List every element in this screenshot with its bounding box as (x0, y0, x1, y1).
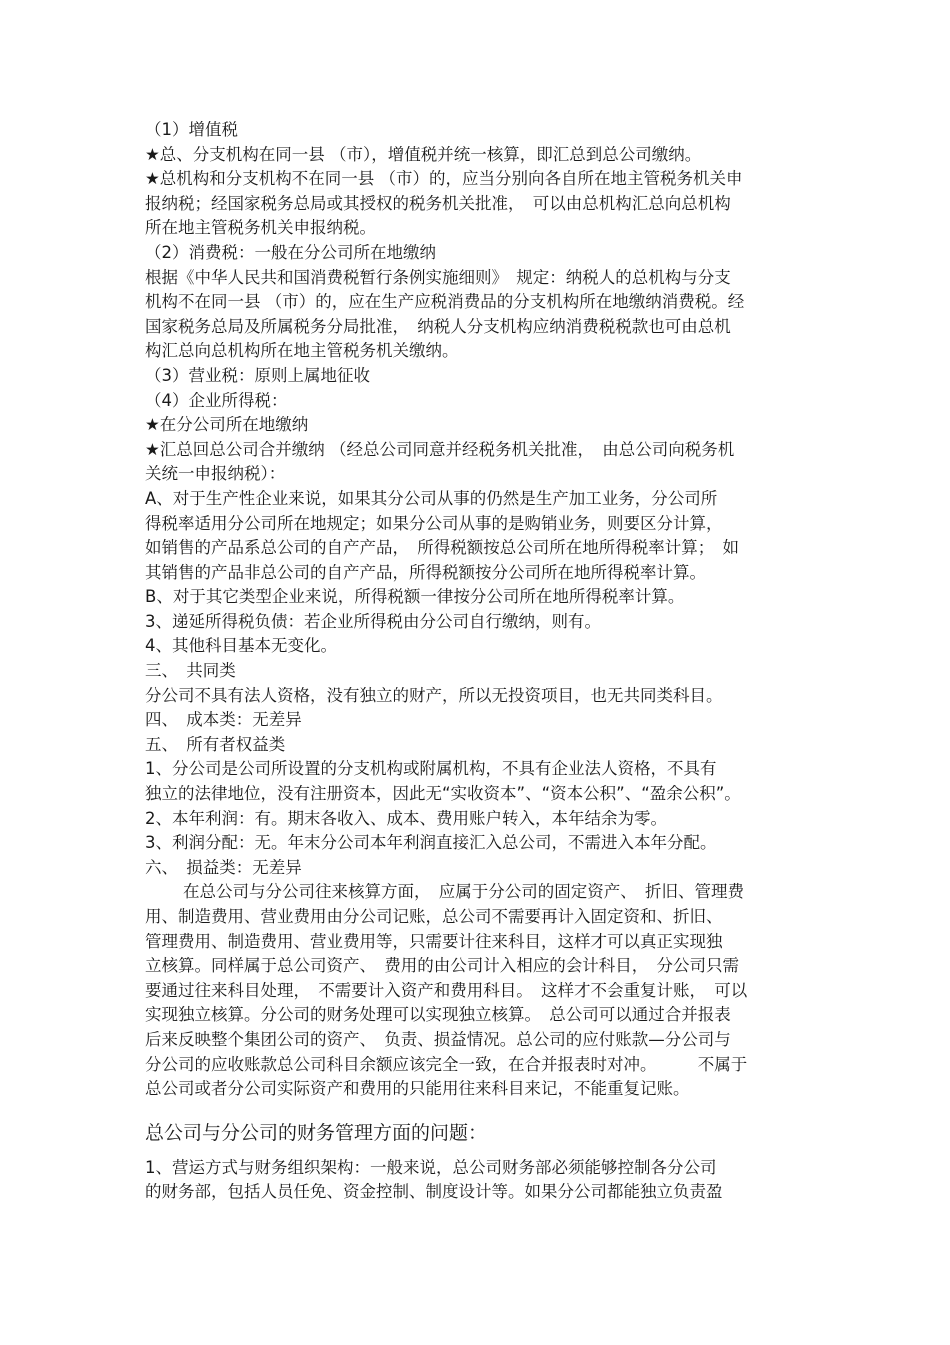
text-line: 所在地主管税务机关申报纳税。 (145, 218, 376, 238)
text-line: （3）营业税：原则上属地征收 (145, 365, 370, 385)
text-line: 独立的法律地位，没有注册资本，因此无“实收资本”、“资本公积”、“盈余公积”。 (145, 784, 741, 804)
text-line: 得税率适用分公司所在地规定；如果分公司从事的是购销业务，则要区分计算， (145, 513, 723, 533)
text-line: 总公司或者分公司实际资产和费用的只能用往来科目来记，不能重复记账。 (145, 1079, 690, 1099)
text-line: ★总、分支机构在同一县 （市），增值税并统一核算，即汇总到总公司缴纳。 (145, 144, 702, 164)
text-line: 构汇总向总机构所在地主管税务机关缴纳。 (145, 341, 459, 361)
text-line: 3、递延所得税负债：若企业所得税由分公司自行缴纳，则有。 (145, 611, 601, 631)
accounting-paragraph (145, 880, 810, 1101)
text-line: ★总机构和分支机构不在同一县 （市）的，应当分别向各自所在地主管税务机关申 (145, 169, 743, 189)
text-line: 国家税务总局及所属税务分局批准， 纳税人分支机构应纳消费税税款也可由总机 (145, 316, 731, 336)
text-line: 关统一申报纳税）： (145, 464, 286, 484)
text-line: 分公司不具有法人资格，没有独立的财产，所以无投资项目，也无共同类科目。 (145, 685, 723, 705)
text-line: 根据《中华人民共和国消费税暂行条例实施细则》 规定：纳税人的总机构与分支 (145, 267, 731, 287)
text-line: （1）增值税 (145, 120, 238, 139)
text-line: 报纳税；经国家税务总局或其授权的税务机关批准， 可以由总机构汇总向总机构 (145, 193, 731, 213)
section-title: 总公司与分公司的财务管理方面的问题： (145, 1121, 488, 1144)
text-line: 2、本年利润：有。期末各收入、成本、费用账户转入，本年结余为零。 (145, 808, 667, 828)
text-line: 后来反映整个集团公司的资产、 负责、损益情况。总公司的应付账款—分公司与 (145, 1029, 731, 1049)
text-line: 3、利润分配：无。年末分公司本年利润直接汇入总公司，不需进入本年分配。 (145, 833, 717, 853)
text-line: ★汇总回总公司合并缴纳 （经总公司同意并经税务机关批准， 由总公司向税务机 (145, 439, 735, 459)
text-line: 用、制造费用、营业费用由分公司记账，总公司不需要再计入固定资和、折旧、 (145, 907, 723, 926)
text-line: 1、营运方式与财务组织架构：一般来说，总公司财务部必须能够控制各分公司 (145, 1157, 717, 1177)
text-line: ★在分公司所在地缴纳 (145, 415, 309, 435)
text-line: 要通过往来科目处理， 不需要计入资产和费用科目。 这样才不会重复计账， 可以 (145, 980, 748, 1000)
section-heading-4: 四、 成本类：无差异 (145, 710, 302, 730)
section-heading-6: 六、 损益类：无差异 (145, 857, 302, 877)
tail-lines (145, 1156, 810, 1205)
text-line: 机构不在同一县 （市）的，应在生产应税消费品的分支机构所在地缴纳消费税。经 (145, 292, 745, 312)
text-line: 的财务部，包括人员任免、资金控制、制度设计等。如果分公司都能独立负责盈 (145, 1182, 723, 1202)
text-line: A、对于生产性企业来说，如果其分公司从事的仍然是生产加工业务，分公司所 (145, 488, 718, 508)
text-line: 管理费用、制造费用、营业费用等，只需要计往来科目，这样才可以真正实现独 (145, 931, 723, 951)
text-line: 其销售的产品非总公司的自产产品，所得税额按分公司所在地所得税率计算。 (145, 562, 706, 582)
text-line: 实现独立核算。分公司的财务处理可以实现独立核算。 总公司可以通过合并报表 (145, 1005, 731, 1025)
text-line: 4、其他科目基本无变化。 (145, 636, 337, 656)
text-line: 立核算。同样属于总公司资产、 费用的由公司计入相应的会计科目， 分公司只需 (145, 956, 739, 976)
text-line: （4）企业所得税： (145, 390, 288, 410)
text-line: 1、分公司是公司所设置的分支机构或附属机构，不具有企业法人资格，不具有 (145, 759, 717, 779)
section-heading-5: 五、 所有者权益类 (145, 734, 286, 754)
text-line: 如销售的产品系总公司的自产产品， 所得税额按总公司所在地所得税率计算； 如 (145, 538, 739, 558)
text-line: B、对于其它类型企业来说，所得税额一律按分公司所在地所得税率计算。 (145, 587, 685, 607)
paragraph-first-line: 在总公司与分公司往来核算方面， 应属于分公司的固定资产、 折旧、管理费 (183, 882, 744, 902)
text-line: 分公司的应收账款总公司科目余额应该完全一致，在合并报表时对冲。 不属于 (145, 1054, 748, 1074)
section-heading-3: 三、 共同类 (145, 661, 236, 681)
body-lines (145, 118, 810, 880)
text-line: （2）消费税：一般在分公司所在地缴纳 (145, 242, 436, 262)
